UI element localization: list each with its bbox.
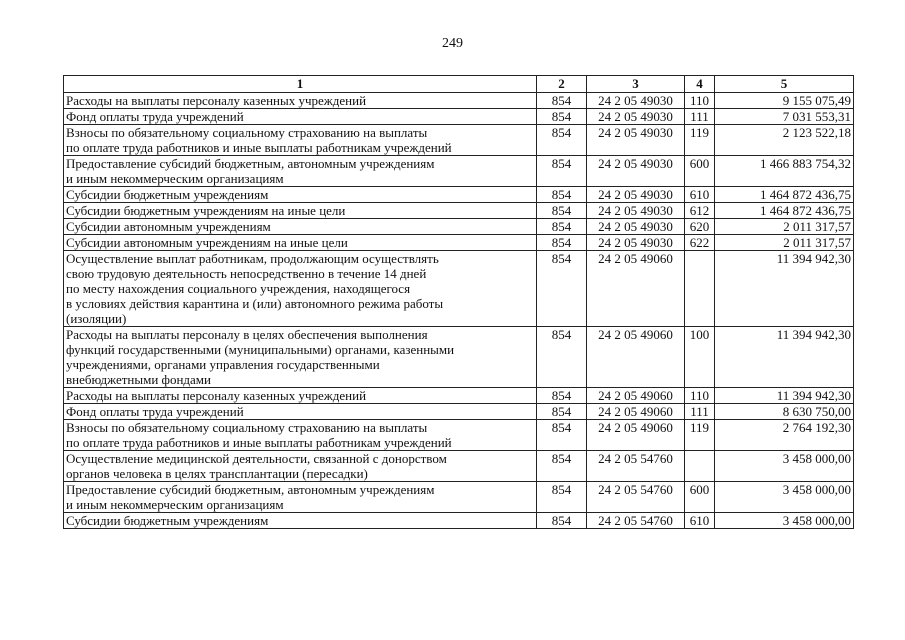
- row-code-cell: 854: [537, 93, 587, 109]
- row-sum-cell: 1 464 872 436,75: [715, 203, 854, 219]
- row-name-cell: Взносы по обязательному социальному страхованию на выплаты по оплате труда работников и иные выплаты работникам учреждений: [64, 125, 537, 156]
- row-name-cell: Фонд оплаты труда учреждений: [64, 404, 537, 420]
- header-col-4: 4: [685, 76, 715, 93]
- row-name-cell: Расходы на выплаты персоналу в целях обеспечения выполнения функций государственными (муниципальными) органами, казенными учреждениями, органами управления государственными внебюджетными фондами: [64, 327, 537, 388]
- row-vr-cell: 610: [685, 187, 715, 203]
- row-name-cell: Расходы на выплаты персоналу казенных учреждений: [64, 388, 537, 404]
- row-name-cell: Расходы на выплаты персоналу казенных учреждений: [64, 93, 537, 109]
- table-row: [64, 388, 854, 404]
- table-row: [64, 203, 854, 219]
- row-name-cell: Фонд оплаты труда учреждений: [64, 109, 537, 125]
- table-row: [64, 219, 854, 235]
- table-row: [64, 235, 854, 251]
- row-code-cell: 854: [537, 388, 587, 404]
- row-vr-cell: 612: [685, 203, 715, 219]
- row-vr-cell: [685, 451, 715, 482]
- row-sum-cell: 9 155 075,49: [715, 93, 854, 109]
- row-name-cell: Предоставление субсидий бюджетным, автономным учреждениям и иным некоммерческим организациям: [64, 156, 537, 187]
- row-name-cell: Субсидии автономным учреждениям на иные цели: [64, 235, 537, 251]
- row-sum-cell: 2 764 192,30: [715, 420, 854, 451]
- row-csr-cell: 24 2 05 49030: [587, 93, 685, 109]
- row-name-cell: Осуществление медицинской деятельности, связанной с донорством органов человека в целях трансплантации (пересадки): [64, 451, 537, 482]
- table-row: [64, 187, 854, 203]
- row-code-cell: 854: [537, 420, 587, 451]
- table-body: [64, 93, 854, 529]
- row-code-cell: 854: [537, 187, 587, 203]
- row-vr-cell: 600: [685, 156, 715, 187]
- table-row: [64, 109, 854, 125]
- row-csr-cell: 24 2 05 49030: [587, 109, 685, 125]
- row-sum-cell: 7 031 553,31: [715, 109, 854, 125]
- header-col-5: 5: [715, 76, 854, 93]
- table-row: [64, 125, 854, 156]
- table-row: [64, 156, 854, 187]
- row-vr-cell: [685, 251, 715, 327]
- row-code-cell: 854: [537, 513, 587, 529]
- row-csr-cell: 24 2 05 49030: [587, 203, 685, 219]
- table-row: [64, 93, 854, 109]
- row-name-cell: Предоставление субсидий бюджетным, автономным учреждениям и иным некоммерческим организациям: [64, 482, 537, 513]
- row-name-cell: Осуществление выплат работникам, продолжающим осуществлять свою трудовую деятельность непосредственно в течение 14 дней по месту нахождения социального учреждения, находящегося в условиях действия карантина и (или) автономного режима работы (изоляции): [64, 251, 537, 327]
- row-vr-cell: 111: [685, 404, 715, 420]
- row-csr-cell: 24 2 05 49030: [587, 125, 685, 156]
- row-vr-cell: 620: [685, 219, 715, 235]
- row-csr-cell: 24 2 05 54760: [587, 513, 685, 529]
- row-vr-cell: 600: [685, 482, 715, 513]
- row-code-cell: 854: [537, 125, 587, 156]
- table-row: [64, 482, 854, 513]
- header-col-1: 1: [64, 76, 537, 93]
- row-sum-cell: 3 458 000,00: [715, 513, 854, 529]
- row-csr-cell: 24 2 05 49060: [587, 251, 685, 327]
- page-number: 249: [442, 36, 463, 51]
- row-csr-cell: 24 2 05 49060: [587, 420, 685, 451]
- row-vr-cell: 111: [685, 109, 715, 125]
- table-row: [64, 327, 854, 388]
- row-code-cell: 854: [537, 251, 587, 327]
- row-csr-cell: 24 2 05 54760: [587, 451, 685, 482]
- row-csr-cell: 24 2 05 49060: [587, 388, 685, 404]
- row-sum-cell: 8 630 750,00: [715, 404, 854, 420]
- row-code-cell: 854: [537, 156, 587, 187]
- row-code-cell: 854: [537, 482, 587, 513]
- header-col-2: 2: [537, 76, 587, 93]
- row-sum-cell: 2 123 522,18: [715, 125, 854, 156]
- budget-table: [63, 75, 854, 529]
- row-name-cell: Субсидии автономным учреждениям: [64, 219, 537, 235]
- row-csr-cell: 24 2 05 49030: [587, 187, 685, 203]
- header-row: [64, 76, 854, 93]
- row-code-cell: 854: [537, 219, 587, 235]
- row-sum-cell: 1 466 883 754,32: [715, 156, 854, 187]
- row-sum-cell: 11 394 942,30: [715, 327, 854, 388]
- row-csr-cell: 24 2 05 54760: [587, 482, 685, 513]
- row-sum-cell: 2 011 317,57: [715, 219, 854, 235]
- row-vr-cell: 119: [685, 420, 715, 451]
- row-vr-cell: 110: [685, 93, 715, 109]
- row-code-cell: 854: [537, 109, 587, 125]
- row-vr-cell: 110: [685, 388, 715, 404]
- header-col-3: 3: [587, 76, 685, 93]
- row-name-cell: Взносы по обязательному социальному страхованию на выплаты по оплате труда работников и иные выплаты работникам учреждений: [64, 420, 537, 451]
- table-row: [64, 420, 854, 451]
- row-code-cell: 854: [537, 451, 587, 482]
- row-sum-cell: 1 464 872 436,75: [715, 187, 854, 203]
- row-code-cell: 854: [537, 235, 587, 251]
- row-name-cell: Субсидии бюджетным учреждениям: [64, 513, 537, 529]
- row-code-cell: 854: [537, 404, 587, 420]
- row-sum-cell: 11 394 942,30: [715, 251, 854, 327]
- row-csr-cell: 24 2 05 49030: [587, 156, 685, 187]
- row-csr-cell: 24 2 05 49060: [587, 404, 685, 420]
- table-row: [64, 513, 854, 529]
- row-name-cell: Субсидии бюджетным учреждениям на иные цели: [64, 203, 537, 219]
- row-vr-cell: 119: [685, 125, 715, 156]
- row-vr-cell: 610: [685, 513, 715, 529]
- table-row: [64, 251, 854, 327]
- table-row: [64, 404, 854, 420]
- row-sum-cell: 2 011 317,57: [715, 235, 854, 251]
- row-sum-cell: 3 458 000,00: [715, 451, 854, 482]
- row-name-cell: Субсидии бюджетным учреждениям: [64, 187, 537, 203]
- row-csr-cell: 24 2 05 49060: [587, 327, 685, 388]
- row-csr-cell: 24 2 05 49030: [587, 219, 685, 235]
- row-csr-cell: 24 2 05 49030: [587, 235, 685, 251]
- row-vr-cell: 100: [685, 327, 715, 388]
- row-sum-cell: 3 458 000,00: [715, 482, 854, 513]
- row-sum-cell: 11 394 942,30: [715, 388, 854, 404]
- row-code-cell: 854: [537, 203, 587, 219]
- row-vr-cell: 622: [685, 235, 715, 251]
- table-row: [64, 451, 854, 482]
- row-code-cell: 854: [537, 327, 587, 388]
